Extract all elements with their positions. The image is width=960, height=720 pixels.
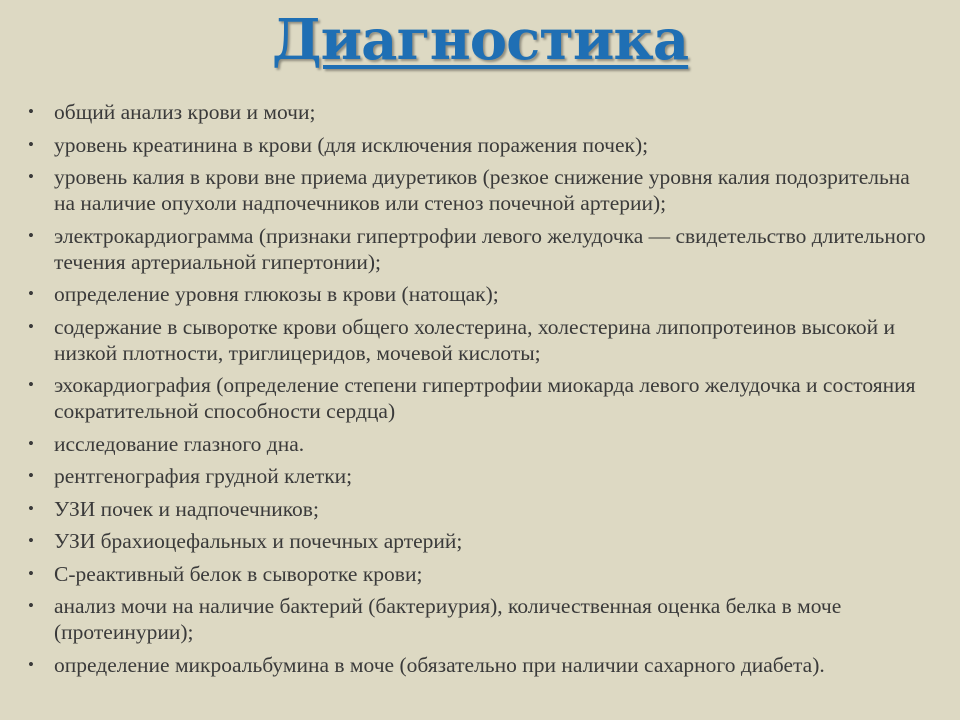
list-item <box>26 314 936 366</box>
list-item-text: уровень креатинина в крови (для исключения поражения почек); <box>54 132 649 157</box>
list-item-text: эхокардиография (определение степени гипертрофии миокарда левого желудочка и состояния сократительной способности сердца) <box>54 373 916 423</box>
list-item-text: УЗИ брахиоцефальных и почечных артерий; <box>54 529 463 553</box>
list-item <box>26 372 936 424</box>
list-item <box>26 223 936 275</box>
list-item-text: рентгенография грудной клетки; <box>54 464 353 488</box>
bullet-icon: • <box>28 466 34 485</box>
list-item <box>26 528 936 554</box>
list-item-text: содержание в сыворотке крови общего холестерина, холестерина липопротеинов высокой и низкой плотности, триглицеридов, мочевой кислоты; <box>54 314 896 365</box>
bullet-icon: • <box>28 167 34 186</box>
list-item <box>26 496 936 522</box>
bullet-icon: • <box>28 316 34 336</box>
bullet-icon: • <box>28 134 34 154</box>
list-item-text: уровень калия в крови вне приема диуретиков (резкое снижение уровня калия подозрительна на наличие опухоли надпочечников или стеноз почечной артерии); <box>54 165 910 215</box>
list-item <box>26 99 936 125</box>
list-item-text: определение уровня глюкозы в крови (натощак); <box>54 282 499 306</box>
bullet-icon: • <box>28 531 34 550</box>
list-item-text: определение микроальбумина в моче (обязательно при наличии сахарного диабета). <box>54 652 825 677</box>
bullet-icon: • <box>28 433 34 453</box>
list-item-text: С-реактивный белок в сыворотке крови; <box>54 561 423 586</box>
diagnostics-list <box>26 99 936 684</box>
bullet-icon: • <box>28 498 34 518</box>
bullet-icon: • <box>28 225 34 245</box>
list-item <box>26 281 936 307</box>
list-item <box>26 561 936 587</box>
list-item-text: УЗИ почек и надпочечников; <box>54 496 319 521</box>
list-item-text: исследование глазного дна. <box>54 431 305 456</box>
list-item-text: общий анализ крови и мочи; <box>54 100 316 124</box>
slide-title: Диагностика <box>271 7 689 73</box>
list-item <box>26 593 936 645</box>
bullet-icon: • <box>28 375 34 394</box>
bullet-icon: • <box>28 284 34 303</box>
list-item <box>26 652 936 678</box>
bullet-icon: • <box>28 102 34 121</box>
bullet-icon: • <box>28 563 34 583</box>
bullet-icon: • <box>28 654 34 674</box>
bullet-icon: • <box>28 596 34 615</box>
list-item <box>26 132 936 158</box>
list-item <box>26 431 936 457</box>
list-item <box>26 164 936 216</box>
list-item <box>26 463 936 489</box>
list-item-text: анализ мочи на наличие бактерий (бактериурия), количественная оценка белка в моче (протеинурии); <box>54 594 842 644</box>
list-item-text: электрокардиограмма (признаки гипертрофии левого желудочка — свидетельство длительного течения артериальной гипертонии); <box>54 223 926 274</box>
